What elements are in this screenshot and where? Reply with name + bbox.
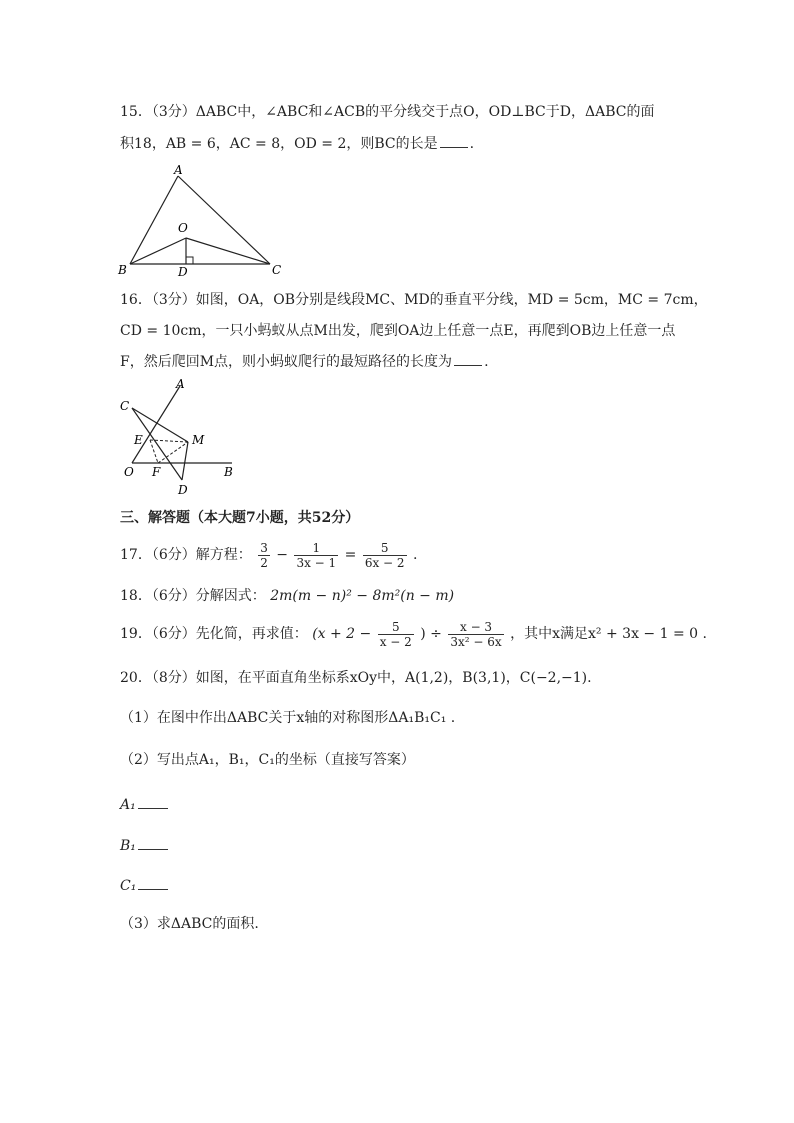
q16-line-3-end: . <box>484 354 489 370</box>
q17-fraction-1: $\frac{3}{2}$ <box>260 540 268 570</box>
q16-label-f: F <box>152 465 161 479</box>
q16-line-3 <box>120 352 489 372</box>
q16-line-2: CD = 10cm，一只小蚂蚁从点M出发，爬到OA边上任意一点E，再爬到OB边上任意一点 <box>120 323 676 339</box>
q16-label-a: A <box>176 377 185 391</box>
q15-label-d: D <box>178 265 188 279</box>
q16-label-b: B <box>224 465 233 479</box>
q20-a1-row <box>120 795 168 815</box>
q20-part-2: （2）写出点A₁，B₁，C₁的坐标（直接写答案） <box>120 752 415 768</box>
q20-c1-row <box>120 876 168 896</box>
q17-equals: = <box>344 547 357 563</box>
q15-line-1: 15．（3分）ΔABC中，∠ABC和∠ACB的平分线交于点O，OD⊥BC于D，ΔABC的面 <box>120 104 655 120</box>
q15-answer-blank <box>440 135 468 148</box>
q16-angle-figure <box>112 372 242 500</box>
q19-fraction-2: $\frac{x - 3}{\text{3x² − 6x}}$ <box>450 619 502 649</box>
q20-line-1: 20．（8分）如图，在平面直角坐标系xOy中，A(1,2)，B(3,1)，C(−2,−1). <box>120 670 592 686</box>
q19-suffix: ，其中x满足x² + 3x − 1 = 0 . <box>510 626 707 642</box>
q15-line-2-text: 积18，AB = 6，AC = 8，OD = 2，则BC的长是 <box>120 136 438 152</box>
q15-label-o: O <box>178 221 188 235</box>
q15-label-c: C <box>272 263 282 277</box>
q18-prefix: 18．（6分）分解因式： <box>120 588 266 604</box>
q17-prefix: 17．（6分）解方程： <box>120 547 252 563</box>
q20-part-1: （1）在图中作出ΔABC关于x轴的对称图形ΔA₁B₁C₁ . <box>120 710 456 726</box>
q16-label-o: O <box>124 465 134 479</box>
q15-label-b: B <box>118 263 127 277</box>
q16-line-1: 16．（3分）如图，OA，OB分别是线段MC、MD的垂直平分线，MD = 5cm，MC = 7cm， <box>120 292 708 308</box>
q16-label-d: D <box>178 483 188 497</box>
q16-answer-blank <box>454 353 482 366</box>
q16-line-3-text: F，然后爬回M点，则小蚂蚁爬行的最短路径的长度为 <box>120 354 453 370</box>
q19-line <box>120 619 707 649</box>
q19-open: (x + 2 − <box>312 626 372 642</box>
q20-c1-blank <box>138 877 168 890</box>
q17-minus: − <box>276 547 289 563</box>
section-3-heading: 三、解答题（本大题7小题，共52分） <box>120 510 360 526</box>
q20-a1-blank <box>138 796 168 809</box>
q15-triangle-figure <box>110 160 290 280</box>
q20-a1-label: A₁ <box>120 797 136 813</box>
q17-fraction-2: $\frac{1}{3x - 1}$ <box>296 540 337 570</box>
q19-prefix: 19．（6分）先化简，再求值： <box>120 626 308 642</box>
q15-line-2-end: . <box>469 136 475 152</box>
q20-b1-row <box>120 836 168 856</box>
q17-line <box>120 540 417 570</box>
q20-part-3: （3）求ΔABC的面积. <box>120 916 259 932</box>
q17-fraction-3: $\frac{5}{6x - 2}$ <box>364 540 405 570</box>
q18-line <box>120 586 454 606</box>
q16-label-e: E <box>134 433 143 447</box>
q20-b1-label: B₁ <box>120 838 136 854</box>
q15-label-a: A <box>174 163 183 177</box>
q17-end: . <box>413 547 418 563</box>
q15-line-2 <box>120 134 474 154</box>
q18-expression: 2m(m − n)² − 8m²(n − m) <box>270 588 455 604</box>
q20-c1-label: C₁ <box>120 878 137 894</box>
q19-fraction-1: $\frac{5}{x - 2}$ <box>379 619 412 649</box>
q16-label-m: M <box>192 433 205 447</box>
q19-close: ) ÷ <box>420 626 442 642</box>
q20-b1-blank <box>138 837 168 850</box>
q16-label-c: C <box>120 399 130 413</box>
